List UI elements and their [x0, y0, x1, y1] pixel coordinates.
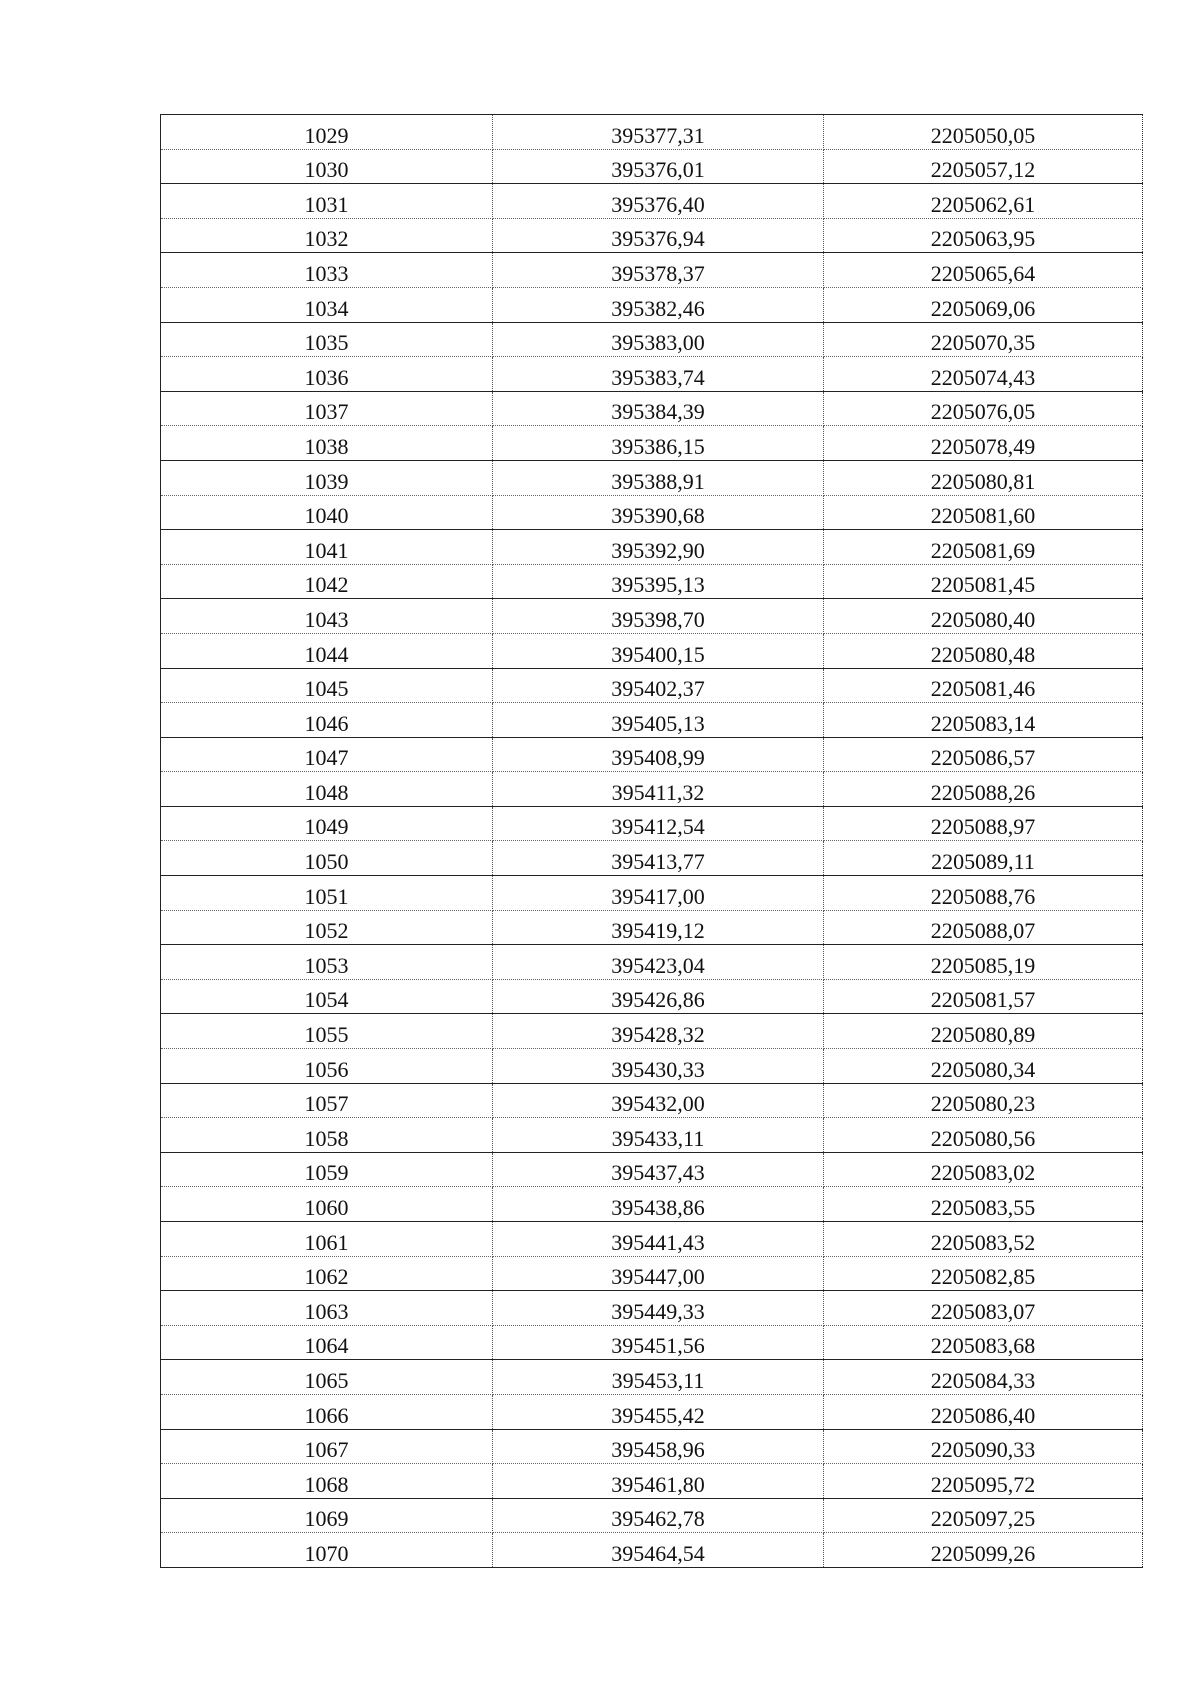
- y-coordinate-cell: 2205080,40: [824, 599, 1143, 634]
- table-row: [161, 218, 1143, 253]
- table-row: [161, 357, 1143, 392]
- x-coordinate-cell: 395400,15: [493, 633, 824, 668]
- point-number-cell: 1041: [161, 530, 493, 565]
- point-number-cell: 1056: [161, 1049, 493, 1084]
- table-row: [161, 1291, 1143, 1326]
- point-number-cell: 1057: [161, 1083, 493, 1118]
- y-coordinate-cell: 2205080,56: [824, 1118, 1143, 1153]
- point-number-cell: 1044: [161, 633, 493, 668]
- point-number-cell: 1068: [161, 1464, 493, 1499]
- table-row: [161, 668, 1143, 703]
- x-coordinate-cell: 395388,91: [493, 460, 824, 495]
- x-coordinate-cell: 395437,43: [493, 1152, 824, 1187]
- x-coordinate-cell: 395402,37: [493, 668, 824, 703]
- point-number-cell: 1069: [161, 1498, 493, 1533]
- y-coordinate-cell: 2205090,33: [824, 1429, 1143, 1464]
- y-coordinate-cell: 2205084,33: [824, 1360, 1143, 1395]
- coordinates-table: [160, 114, 1143, 1568]
- y-coordinate-cell: 2205080,89: [824, 1014, 1143, 1049]
- table-row: [161, 1533, 1143, 1568]
- y-coordinate-cell: 2205081,46: [824, 668, 1143, 703]
- x-coordinate-cell: 395441,43: [493, 1222, 824, 1257]
- point-number-cell: 1070: [161, 1533, 493, 1568]
- y-coordinate-cell: 2205083,02: [824, 1152, 1143, 1187]
- x-coordinate-cell: 395376,40: [493, 184, 824, 219]
- table-row: [161, 460, 1143, 495]
- point-number-cell: 1052: [161, 910, 493, 945]
- point-number-cell: 1046: [161, 703, 493, 738]
- x-coordinate-cell: 395386,15: [493, 426, 824, 461]
- y-coordinate-cell: 2205081,69: [824, 530, 1143, 565]
- y-coordinate-cell: 2205057,12: [824, 149, 1143, 184]
- point-number-cell: 1053: [161, 945, 493, 980]
- x-coordinate-cell: 395447,00: [493, 1256, 824, 1291]
- y-coordinate-cell: 2205088,26: [824, 772, 1143, 807]
- point-number-cell: 1043: [161, 599, 493, 634]
- table-row: [161, 1014, 1143, 1049]
- point-number-cell: 1062: [161, 1256, 493, 1291]
- point-number-cell: 1045: [161, 668, 493, 703]
- table-row: [161, 322, 1143, 357]
- y-coordinate-cell: 2205081,60: [824, 495, 1143, 530]
- table-row: [161, 495, 1143, 530]
- point-number-cell: 1036: [161, 357, 493, 392]
- point-number-cell: 1066: [161, 1394, 493, 1429]
- y-coordinate-cell: 2205080,81: [824, 460, 1143, 495]
- table-row: [161, 806, 1143, 841]
- table-row: [161, 1049, 1143, 1084]
- y-coordinate-cell: 2205083,55: [824, 1187, 1143, 1222]
- x-coordinate-cell: 395377,31: [493, 115, 824, 150]
- x-coordinate-cell: 395419,12: [493, 910, 824, 945]
- x-coordinate-cell: 395392,90: [493, 530, 824, 565]
- y-coordinate-cell: 2205081,57: [824, 979, 1143, 1014]
- point-number-cell: 1035: [161, 322, 493, 357]
- y-coordinate-cell: 2205088,97: [824, 806, 1143, 841]
- table-row: [161, 1394, 1143, 1429]
- y-coordinate-cell: 2205089,11: [824, 841, 1143, 876]
- table-row: [161, 979, 1143, 1014]
- x-coordinate-cell: 395376,01: [493, 149, 824, 184]
- y-coordinate-cell: 2205063,95: [824, 218, 1143, 253]
- table-row: [161, 633, 1143, 668]
- x-coordinate-cell: 395453,11: [493, 1360, 824, 1395]
- x-coordinate-cell: 395384,39: [493, 391, 824, 426]
- table-row: [161, 1498, 1143, 1533]
- y-coordinate-cell: 2205080,23: [824, 1083, 1143, 1118]
- x-coordinate-cell: 395455,42: [493, 1394, 824, 1429]
- y-coordinate-cell: 2205086,57: [824, 737, 1143, 772]
- point-number-cell: 1049: [161, 806, 493, 841]
- table-row: [161, 1187, 1143, 1222]
- x-coordinate-cell: 395417,00: [493, 876, 824, 911]
- x-coordinate-cell: 395383,74: [493, 357, 824, 392]
- point-number-cell: 1029: [161, 115, 493, 150]
- coordinates-table-body: [161, 115, 1143, 1568]
- table-row: [161, 1152, 1143, 1187]
- table-row: [161, 287, 1143, 322]
- point-number-cell: 1032: [161, 218, 493, 253]
- x-coordinate-cell: 395382,46: [493, 287, 824, 322]
- table-row: [161, 1464, 1143, 1499]
- point-number-cell: 1054: [161, 979, 493, 1014]
- table-row: [161, 599, 1143, 634]
- point-number-cell: 1033: [161, 253, 493, 288]
- x-coordinate-cell: 395438,86: [493, 1187, 824, 1222]
- y-coordinate-cell: 2205083,68: [824, 1325, 1143, 1360]
- x-coordinate-cell: 395411,32: [493, 772, 824, 807]
- x-coordinate-cell: 395430,33: [493, 1049, 824, 1084]
- point-number-cell: 1064: [161, 1325, 493, 1360]
- point-number-cell: 1061: [161, 1222, 493, 1257]
- point-number-cell: 1037: [161, 391, 493, 426]
- y-coordinate-cell: 2205083,14: [824, 703, 1143, 738]
- point-number-cell: 1038: [161, 426, 493, 461]
- table-row: [161, 1256, 1143, 1291]
- table-row: [161, 1083, 1143, 1118]
- point-number-cell: 1063: [161, 1291, 493, 1326]
- table-row: [161, 253, 1143, 288]
- point-number-cell: 1030: [161, 149, 493, 184]
- table-row: [161, 115, 1143, 150]
- x-coordinate-cell: 395428,32: [493, 1014, 824, 1049]
- y-coordinate-cell: 2205082,85: [824, 1256, 1143, 1291]
- y-coordinate-cell: 2205088,76: [824, 876, 1143, 911]
- y-coordinate-cell: 2205078,49: [824, 426, 1143, 461]
- table-row: [161, 184, 1143, 219]
- y-coordinate-cell: 2205076,05: [824, 391, 1143, 426]
- table-row: [161, 1118, 1143, 1153]
- point-number-cell: 1040: [161, 495, 493, 530]
- table-row: [161, 391, 1143, 426]
- point-number-cell: 1050: [161, 841, 493, 876]
- x-coordinate-cell: 395433,11: [493, 1118, 824, 1153]
- table-row: [161, 841, 1143, 876]
- point-number-cell: 1048: [161, 772, 493, 807]
- table-row: [161, 1429, 1143, 1464]
- table-row: [161, 910, 1143, 945]
- table-row: [161, 772, 1143, 807]
- table-row: [161, 530, 1143, 565]
- point-number-cell: 1039: [161, 460, 493, 495]
- x-coordinate-cell: 395423,04: [493, 945, 824, 980]
- x-coordinate-cell: 395383,00: [493, 322, 824, 357]
- y-coordinate-cell: 2205088,07: [824, 910, 1143, 945]
- x-coordinate-cell: 395405,13: [493, 703, 824, 738]
- x-coordinate-cell: 395398,70: [493, 599, 824, 634]
- x-coordinate-cell: 395464,54: [493, 1533, 824, 1568]
- x-coordinate-cell: 395458,96: [493, 1429, 824, 1464]
- y-coordinate-cell: 2205099,26: [824, 1533, 1143, 1568]
- y-coordinate-cell: 2205081,45: [824, 564, 1143, 599]
- table-row: [161, 1360, 1143, 1395]
- y-coordinate-cell: 2205086,40: [824, 1394, 1143, 1429]
- table-row: [161, 564, 1143, 599]
- y-coordinate-cell: 2205065,64: [824, 253, 1143, 288]
- table-row: [161, 876, 1143, 911]
- x-coordinate-cell: 395412,54: [493, 806, 824, 841]
- y-coordinate-cell: 2205080,48: [824, 633, 1143, 668]
- y-coordinate-cell: 2205062,61: [824, 184, 1143, 219]
- y-coordinate-cell: 2205070,35: [824, 322, 1143, 357]
- point-number-cell: 1065: [161, 1360, 493, 1395]
- point-number-cell: 1031: [161, 184, 493, 219]
- y-coordinate-cell: 2205083,52: [824, 1222, 1143, 1257]
- x-coordinate-cell: 395426,86: [493, 979, 824, 1014]
- point-number-cell: 1067: [161, 1429, 493, 1464]
- point-number-cell: 1055: [161, 1014, 493, 1049]
- point-number-cell: 1059: [161, 1152, 493, 1187]
- point-number-cell: 1058: [161, 1118, 493, 1153]
- table-row: [161, 426, 1143, 461]
- table-row: [161, 149, 1143, 184]
- point-number-cell: 1047: [161, 737, 493, 772]
- x-coordinate-cell: 395390,68: [493, 495, 824, 530]
- y-coordinate-cell: 2205097,25: [824, 1498, 1143, 1533]
- table-row: [161, 737, 1143, 772]
- y-coordinate-cell: 2205083,07: [824, 1291, 1143, 1326]
- x-coordinate-cell: 395432,00: [493, 1083, 824, 1118]
- x-coordinate-cell: 395462,78: [493, 1498, 824, 1533]
- x-coordinate-cell: 395408,99: [493, 737, 824, 772]
- x-coordinate-cell: 395395,13: [493, 564, 824, 599]
- y-coordinate-cell: 2205050,05: [824, 115, 1143, 150]
- table-row: [161, 945, 1143, 980]
- table-row: [161, 1325, 1143, 1360]
- x-coordinate-cell: 395451,56: [493, 1325, 824, 1360]
- y-coordinate-cell: 2205080,34: [824, 1049, 1143, 1084]
- point-number-cell: 1034: [161, 287, 493, 322]
- y-coordinate-cell: 2205095,72: [824, 1464, 1143, 1499]
- y-coordinate-cell: 2205085,19: [824, 945, 1143, 980]
- x-coordinate-cell: 395461,80: [493, 1464, 824, 1499]
- y-coordinate-cell: 2205074,43: [824, 357, 1143, 392]
- point-number-cell: 1042: [161, 564, 493, 599]
- point-number-cell: 1051: [161, 876, 493, 911]
- table-row: [161, 703, 1143, 738]
- y-coordinate-cell: 2205069,06: [824, 287, 1143, 322]
- point-number-cell: 1060: [161, 1187, 493, 1222]
- x-coordinate-cell: 395449,33: [493, 1291, 824, 1326]
- table-row: [161, 1222, 1143, 1257]
- x-coordinate-cell: 395413,77: [493, 841, 824, 876]
- x-coordinate-cell: 395378,37: [493, 253, 824, 288]
- x-coordinate-cell: 395376,94: [493, 218, 824, 253]
